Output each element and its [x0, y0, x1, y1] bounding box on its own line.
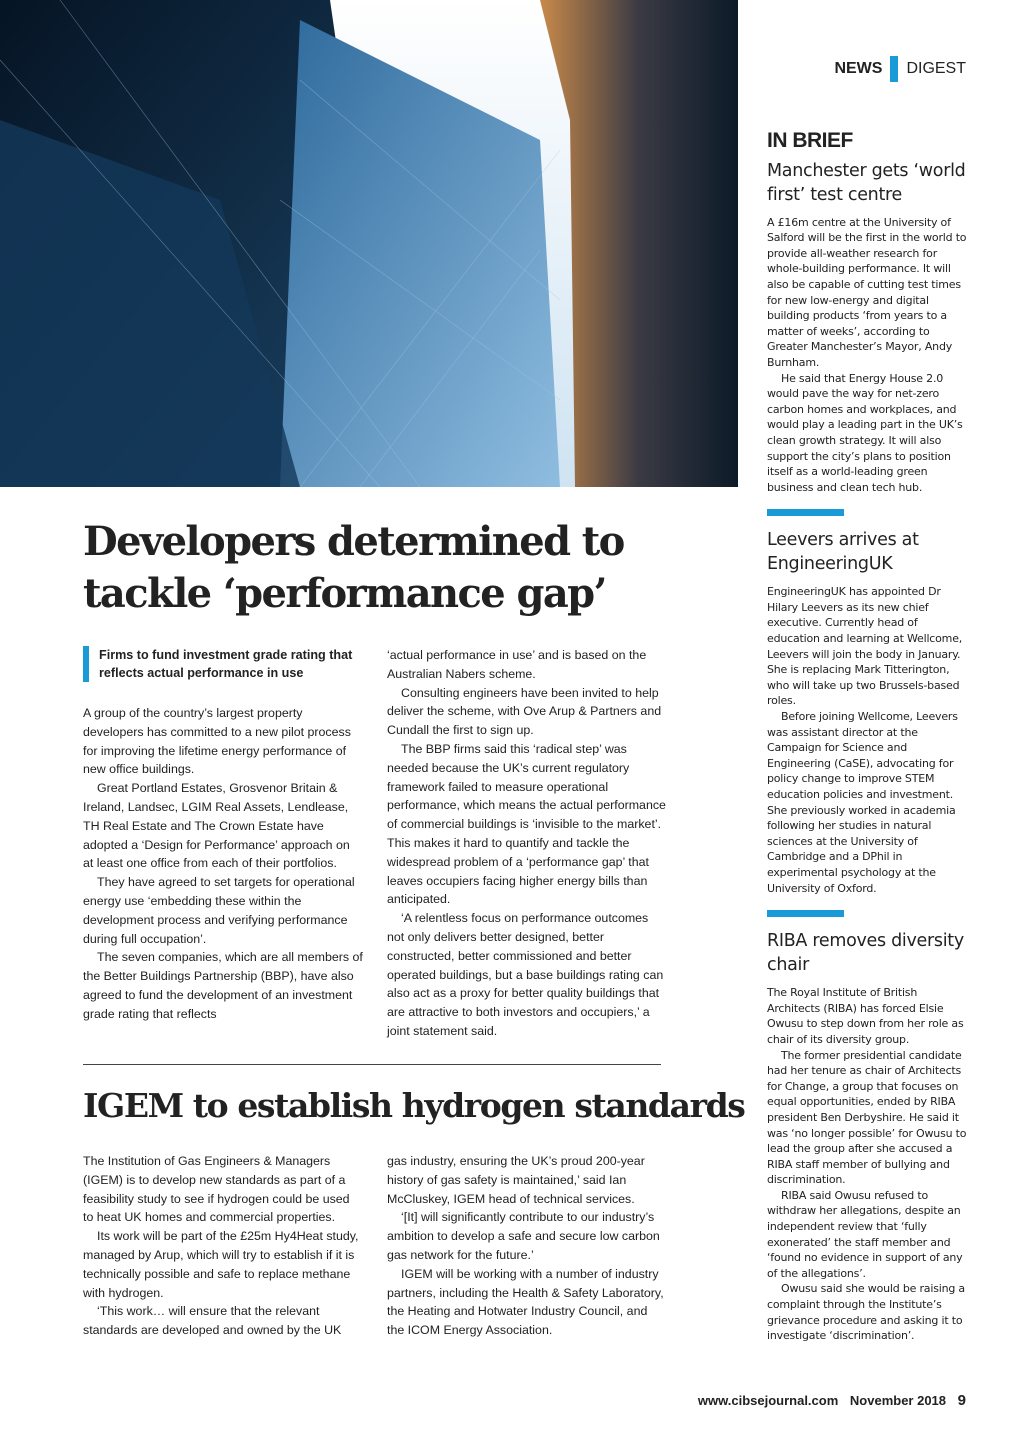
subsection-label: DIGEST — [906, 60, 966, 77]
igem-column-2 — [387, 1152, 667, 1340]
article-divider — [83, 1064, 661, 1065]
body-paragraph: ‘This work… will ensure that the relevant standards are developed and owned by the UK — [83, 1304, 342, 1338]
in-brief-title: IN BRIEF — [767, 129, 853, 152]
brief-paragraph: The Royal Institute of British Architects (RIBA) has forced Elsie Owusu to step down from her role as chair of its diversity group. — [767, 986, 964, 1046]
brief-item — [767, 159, 967, 496]
in-brief-column — [767, 129, 967, 1344]
main-column-2 — [387, 646, 667, 1041]
igem-column-1 — [83, 1152, 363, 1340]
body-paragraph: A group of the country’s largest property developers has committed to a new pilot process for improving the lifetime energy performance of new office buildings. — [83, 706, 351, 777]
body-paragraph: Great Portland Estates, Grosvenor Britain & Ireland, Landsec, LGIM Real Assets, Lendlease, TH Real Estate and The Crown Estate have adopted a ‘Design for Performance’ approach on at least one office from each of their portfolios. — [83, 781, 350, 871]
section-tag — [834, 56, 966, 82]
divider-rule — [767, 910, 844, 917]
page-footer — [690, 1392, 966, 1409]
skyscraper-illustration — [0, 0, 738, 487]
body-paragraph: gas industry, ensuring the UK’s proud 200-year history of gas safety is maintained,’ said Ian McCluskey, IGEM head of technical services. — [387, 1154, 645, 1206]
body-paragraph: The Institution of Gas Engineers & Managers (IGEM) is to develop new standards as part of a feasibility study to see if hydrogen could be used to heat UK homes and commercial properties. — [83, 1154, 350, 1225]
brief-paragraph: Before joining Wellcome, Leevers was assistant director at the Campaign for Science and Engineering (CaSE), advocating for policy change to improve STEM education policies and investment. She previously worked in academia following her studies in natural sciences at the University of Cambridge and a DPhil in experimental psychology at the University of Oxford. — [767, 710, 958, 895]
section-label: NEWS — [834, 60, 883, 77]
brief-paragraph: EngineeringUK has appointed Dr Hilary Leevers as its new chief executive. Currently head of education and learning at Wellcome, Leevers will join the body in January. She is replacing Mark Titterington, who will take up two Brussels-based roles. — [767, 585, 963, 708]
brief-item — [767, 528, 967, 896]
brief-headline: RIBA removes diversity chair — [767, 931, 964, 976]
page-number: 9 — [957, 1392, 966, 1409]
hero-image — [0, 0, 738, 487]
igem-headline: IGEM to establish hydrogen standards — [83, 1086, 745, 1125]
body-paragraph: ‘[It] will significantly contribute to our industry’s ambition to develop a safe and secure low carbon gas network for the future.’ — [387, 1210, 660, 1262]
body-paragraph: ‘A relentless focus on performance outcomes not only delivers better designed, better constructed, better commissioned and better operated buildings, but a base buildings rating can also act as a proxy for better quality buildings that are attractive to both investors and occupiers,’ a joint statement said. — [387, 911, 664, 1038]
body-paragraph: The BBP firms said this ‘radical step’ was needed because the UK’s current regulatory framework failed to measure operational performance, which means the actual performance of commercial buildings is ‘invisible to the market’. This makes it hard to quantify and tackle the widespread problem of a ‘performance gap’ that leaves occupiers facing higher energy bills than anticipated. — [387, 741, 666, 907]
body-paragraph: ‘actual performance in use’ and is based on the Australian Nabers scheme. — [387, 648, 647, 681]
section-divider — [890, 56, 898, 82]
brief-paragraph: RIBA said Owusu refused to withdraw her allegations, despite an independent review that ‘fully exonerated’ the staff member and ‘found no evidence in support of any of the allegations’. — [767, 1188, 963, 1280]
brief-paragraph: Owusu said she would be raising a complaint through the Institute’s grievance procedure and asking it to investigate ‘discrimination’. — [767, 1282, 965, 1343]
body-paragraph: Consulting engineers have been invited to help deliver the scheme, with Ove Arup & Partners and Cundall the first to sign up. — [387, 685, 662, 738]
body-paragraph: They have agreed to set targets for operational energy use ‘embedding these within the development process and verifying performance during full occupation’. — [83, 875, 355, 946]
body-paragraph: The seven companies, which are all members of the Better Buildings Partnership (BBP), have also agreed to fund the development of an investment grade rating that reflects — [83, 950, 363, 1021]
body-paragraph: Its work will be part of the £25m Hy4Heat study, managed by Arup, which will try to establish if it is technically possible and safe to replace methane with hydrogen. — [83, 1229, 359, 1300]
footer-date: November 2018 — [849, 1393, 947, 1408]
brief-paragraph: He said that Energy House 2.0 would pave the way for net-zero carbon homes and workplaces, and would play a leading part in the UK’s clean growth strategy. It will also support the city’s plans to position itself as a world-leading green business and clean tech hub. — [767, 371, 963, 494]
footer-url[interactable]: www.cibsejournal.com — [697, 1393, 839, 1408]
brief-item — [767, 929, 967, 1344]
brief-paragraph: The former presidential candidate had her tenure as chair of Architects for Change, a group that focuses on equal opportunities, ended by RIBA president Ben Derbyshire. He said it was ‘no longer possible’ for Owusu to lead the group after she accused a RIBA staff member of bullying and discrimination. — [767, 1048, 967, 1187]
body-paragraph: IGEM will be working with a number of industry partners, including the Health & Safety Laboratory, the Heating and Hotwater Industry Council, and the ICOM Energy Association. — [387, 1266, 664, 1338]
standfirst: Firms to fund investment grade rating that reflects actual performance in use — [83, 646, 363, 682]
brief-paragraph: A £16m centre at the University of Salford will be the first in the world to provide all-weather research for whole-building performance. It will also be capable of cutting test times for new low-energy and digital building products ‘from years to a matter of weeks’, according to Greater Manchester’s Mayor, Andy Burnham. — [767, 215, 967, 369]
main-column-1 — [83, 646, 363, 1024]
brief-headline: Manchester gets ‘world first’ test centre — [767, 160, 966, 205]
main-headline: Developers determined to tackle ‘performance gap’ — [83, 518, 624, 617]
brief-headline: Leevers arrives at EngineeringUK — [767, 530, 919, 575]
divider-rule — [767, 509, 844, 516]
